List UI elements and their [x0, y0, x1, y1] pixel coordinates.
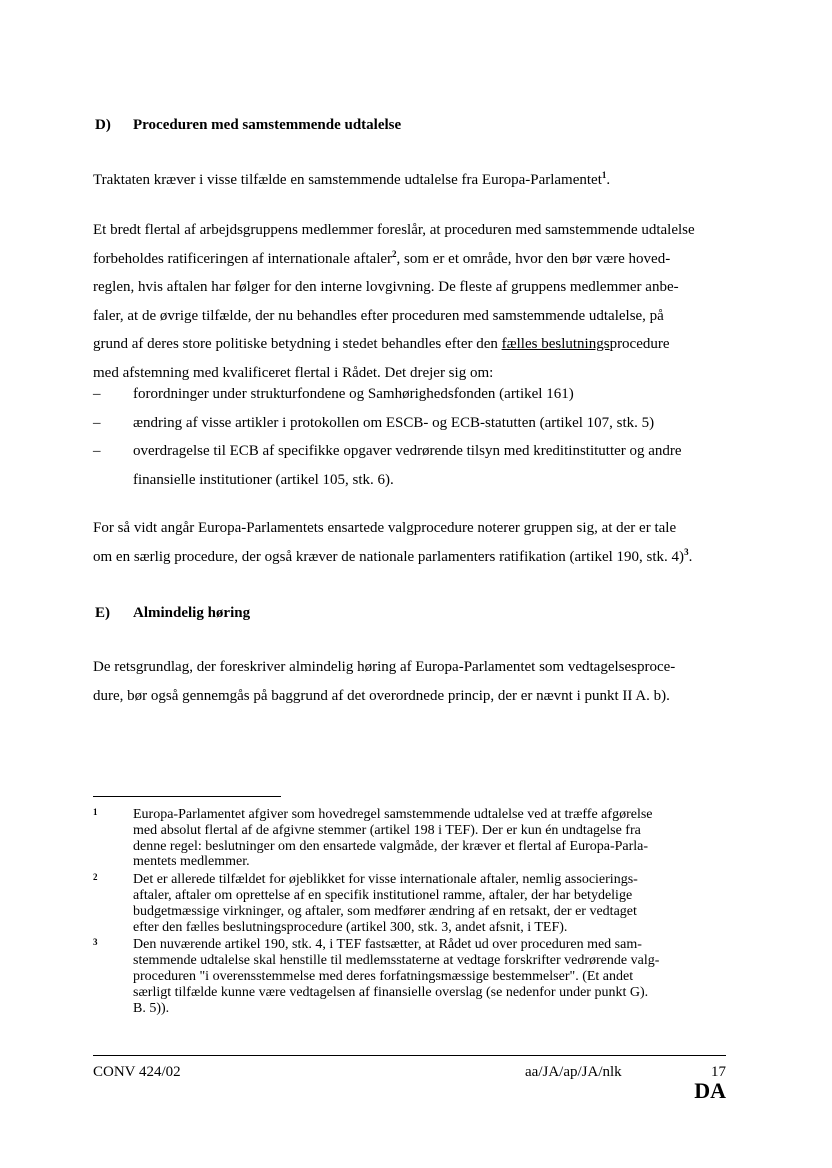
dash-marker: – — [93, 414, 101, 431]
section-d-title: Proceduren med samstemmende udtalelse — [133, 117, 402, 133]
paragraph-1: Traktaten kræver i visse tilfælde en samstemmende udtalelse fra Europa-Parlamentet$^1$. — [93, 170, 611, 188]
paragraph-2-line: reglen, hvis aftalen har følger for den interne lovgivning. De fleste af gruppens medlemmer anbe- — [93, 279, 679, 295]
footnote: 2 Det er allerede tilfældet for øjeblikket for visse internationale aftaler, nemlig associerings- aftaler, aftaler om oprettelse af en specifik institutionel ramme, aftaler, der har betydelige budgetmæssige virkninger, og aftaler, som medfører ændring af en retsakt, der er vedtaget efter den fælles beslutningsprocedure (artikel 300, stk. 3, andet afsnit, i TEF). — [93, 872, 638, 935]
bullet-item: – ændring af visse artikler i protokollen om ESCB- og ECB-statutten (artikel 107, stk. 5) — [93, 409, 733, 438]
paragraph-2-line: med afstemning med kvalificeret flertal i Rådet. Det drejer sig om: — [93, 364, 494, 381]
underlined-term: fælles beslutnings — [501, 336, 610, 352]
footnote-number: 1 — [93, 807, 98, 817]
paragraph-3-line: For så vidt angår Europa-Parlamentets ensartede valgprocedure noterer gruppen sig, at der er tale — [93, 520, 677, 536]
paragraph-2 — [93, 216, 695, 387]
paragraph-2-line: Et bredt flertal af arbejdsgruppens medlemmer foreslår, at proceduren med samstemmende udtalelse — [93, 222, 695, 238]
section-e-title: Almindelig høring — [133, 605, 251, 621]
footnote-ref-3: 3 — [684, 546, 689, 557]
page-number: 17 — [711, 1064, 726, 1080]
section-d-number: D) — [95, 117, 111, 133]
footnote: 1 Europa-Parlamentet afgiver som hovedregel samstemmende udtalelse ved at træffe afgørelse med absolut flertal af de afgivne stemmer (artikel 198 i TEF). Der er kun én undtagelse fra denne regel: beslutninger om den ensartede valgmåde, der kræver et flertal af Europa-Parla- mentets medlemmer. — [93, 807, 653, 870]
doc-reference: CONV 424/02 — [93, 1064, 181, 1080]
paragraph-2-line: grund af deres store politiske betydning i stedet behandles efter den fælles beslutningsprocedure — [93, 336, 670, 352]
footnote-separator — [93, 796, 281, 797]
paragraph-4 — [93, 653, 675, 710]
footnote-number: 2 — [93, 872, 98, 883]
paragraph-4-line: dure, bør også gennemgås på baggrund af det overordnede princip, der er nævnt i punkt II A. b). — [93, 687, 670, 704]
section-e-heading — [95, 605, 695, 625]
section-e-number: E) — [95, 605, 110, 621]
footnote-ref-2: 2 — [392, 248, 397, 259]
paragraph-2-line: faler, at de øvrige tilfælde, der nu behandles efter proceduren med samstemmende udtalelse, på — [93, 307, 664, 324]
footnote-ref-1: 1 — [601, 170, 607, 180]
bullet-item: – forordninger under strukturfondene og Samhørighedsfonden (artikel 161) — [93, 380, 733, 409]
language-code: DA — [694, 1078, 726, 1103]
dash-marker: – — [93, 443, 101, 459]
footer-rule — [93, 1055, 726, 1056]
footnote: 3 Den nuværende artikel 190, stk. 4, i TEF fastsætter, at Rådet ud over proceduren med sam- stemmende udtalelse skal henstille til medlemsstaterne at vedtage forskrifter vedrørende valg- proceduren "i overensstemmelse med deres forfatningsmæssige bestemmelser". (Et andet særligt tilfælde kunne være vedtagelsen af finansielle overslag (se nedenfor under punkt G). B. 5)). — [93, 937, 660, 1016]
section-d-heading — [95, 117, 695, 137]
paragraph-2-line: forbeholdes ratificeringen af internationale aftaler$^2$, som er et område, hvor den bør være hoved- — [93, 248, 671, 267]
paragraph-3-line: om en særlig procedure, der også kræver de nationale parlamenters ratifikation (artikel 190, stk. 4)$^3$. — [93, 546, 693, 565]
paragraph-4-line: De retsgrundlag, der foreskriver almindelig høring af Europa-Parlamentet som vedtagelsesproce- — [93, 659, 676, 675]
footnotes — [93, 807, 733, 1016]
footnote-number: 3 — [93, 937, 98, 948]
paragraph-3 — [93, 514, 692, 571]
author-initials: aa/JA/ap/JA/nlk — [525, 1064, 622, 1080]
bullet-item: – overdragelse til ECB af specifikke opgaver vedrørende tilsyn med kreditinstitutter og andre finansielle institutioner (artikel 105, stk. 6). — [93, 437, 723, 494]
dash-marker: – — [93, 386, 101, 402]
paragraph-1-text: Traktaten kræver i visse tilfælde en samstemmende udtalelse fra Europa-Parlamentet — [93, 172, 602, 188]
bullet-list — [93, 380, 733, 494]
